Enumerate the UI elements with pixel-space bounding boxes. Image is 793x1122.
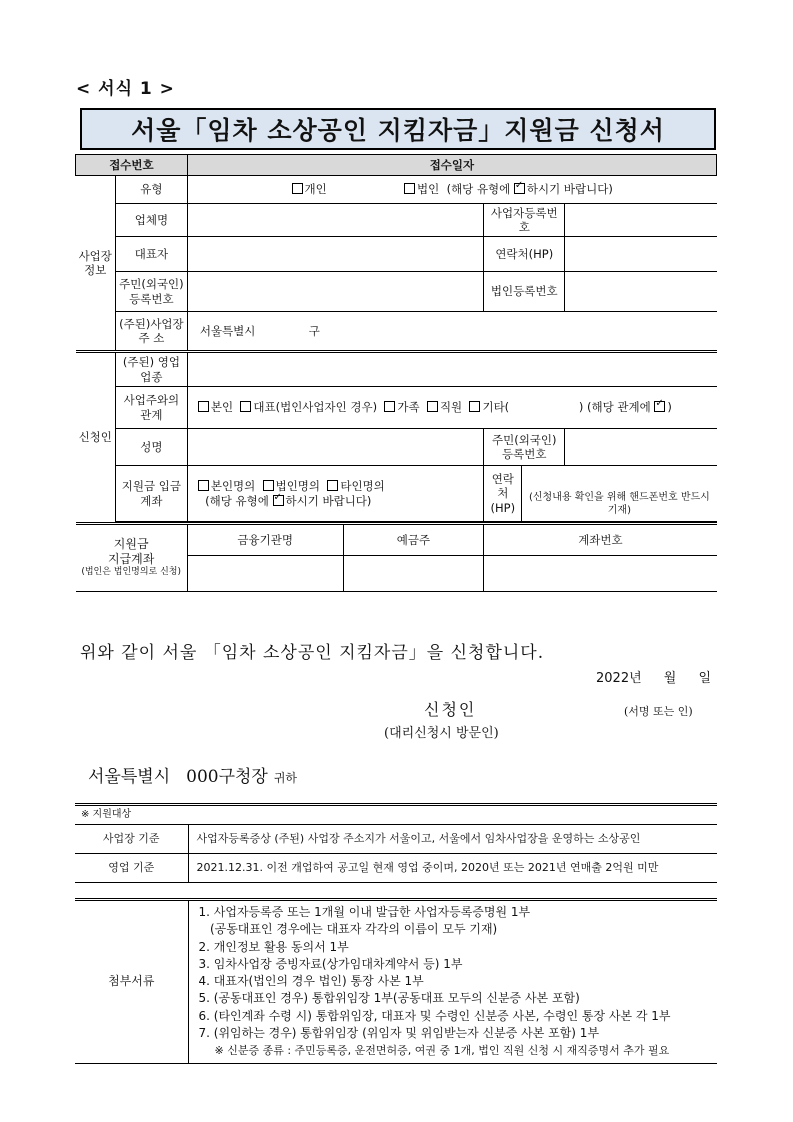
eligibility-label: 사업장 기준 — [75, 825, 188, 854]
receipt-date-label: 접수일자 — [187, 155, 716, 176]
company-name-field[interactable] — [187, 204, 483, 237]
industry-field[interactable] — [187, 352, 716, 387]
checkbox-rel-other[interactable] — [469, 401, 480, 412]
attachment-item: 2. 개인정보 활용 동의서 1부 — [198, 939, 349, 954]
corp-reg-no-field[interactable] — [565, 272, 717, 312]
business-contact-field[interactable] — [565, 237, 717, 272]
checked-box-icon — [514, 183, 525, 194]
business-address-label: (주된)사업장 주 소 — [115, 312, 187, 352]
checked-box-icon — [273, 495, 284, 506]
application-form-table — [75, 154, 717, 592]
applicant-resident-no-field[interactable] — [565, 429, 717, 466]
checkbox-individual[interactable] — [292, 183, 303, 194]
resident-no-field[interactable] — [187, 272, 483, 312]
proxy-note: (대리신청시 방문인) — [384, 726, 499, 741]
account-holder-field[interactable] — [343, 556, 484, 592]
addressee-suffix: 귀하 — [273, 771, 298, 785]
business-address-field[interactable] — [187, 312, 716, 352]
type-hint: (해당 유형에 — [446, 182, 511, 197]
attachments-list — [188, 900, 717, 1064]
checkbox-dep-other[interactable] — [327, 480, 338, 491]
eligibility-table — [75, 803, 717, 883]
checkbox-rel-self[interactable] — [198, 401, 209, 412]
business-type-label: 유형 — [115, 176, 187, 204]
attachments-table — [75, 898, 717, 1064]
address-gu: 구 — [308, 323, 320, 338]
relation-label: 사업주와의 관계 — [115, 387, 187, 429]
attachment-note: ※ 신분증 종류 : 주민등록증, 운전면허증, 여권 중 1개, 법인 직원 신청 시 재직증명서 추가 필요 — [214, 1044, 670, 1058]
checkbox-rel-employee[interactable] — [427, 401, 438, 412]
rel-employee: 직원 — [439, 400, 463, 415]
attachment-item: (공동대표인 경우에는 대표자 각각의 이름이 모두 기재) — [198, 922, 498, 937]
option-corporation: 법인 — [417, 182, 440, 197]
applicant-resident-no-label: 주민(외국인) 등록번호 — [484, 429, 565, 466]
corp-reg-no-label: 법인등록번호 — [484, 272, 565, 312]
representative-field[interactable] — [187, 237, 483, 272]
bank-name-field[interactable] — [187, 556, 343, 592]
attachment-item: 5. (공동대표인 경우) 통합위임장 1부(공동대표 모두의 신분증 사본 포함) — [198, 991, 580, 1006]
business-reg-no-field[interactable] — [565, 204, 717, 237]
address-city: 서울특별시 — [199, 323, 256, 338]
relation-options — [187, 387, 716, 429]
rel-other: 기타( — [482, 400, 510, 415]
account-label-line1: 지원금 — [113, 537, 149, 552]
applicant-section-label: 신청인 — [76, 352, 116, 524]
rel-hint: ) (해당 관계에 — [578, 400, 651, 415]
addressee — [88, 762, 297, 787]
account-number-field[interactable] — [484, 556, 717, 592]
applicant-contact-field[interactable] — [522, 466, 717, 522]
rel-self: 본인 — [210, 400, 234, 415]
business-section-label: 사업장 정보 — [76, 176, 116, 352]
dep-corp: 법인명의 — [275, 479, 321, 494]
eligibility-value: 2021.12.31. 이전 개업하여 공고일 현재 영업 중이며, 2020년 또는 2021년 연매출 2억원 미만 — [188, 854, 717, 883]
industry-label: (주된) 영업업종 — [115, 352, 187, 387]
type-hint-end: 하시기 바랍니다) — [526, 182, 613, 197]
rel-hint-end: ) — [667, 400, 672, 415]
applicant-contact-label: 연락처(HP) — [484, 466, 522, 522]
dep-hint: (해당 유형에 — [205, 493, 269, 508]
form-title: 서울「임차 소상공인 지킴자금」지원금 신청서 — [80, 108, 716, 150]
attachments-label: 첨부서류 — [75, 900, 188, 1064]
checked-box-icon — [654, 401, 665, 412]
bank-name-label: 금융기관명 — [187, 524, 343, 556]
applicant-name-field[interactable] — [187, 429, 483, 466]
attachment-item: 6. (타인계좌 수령 시) 통합위임장, 대표자 및 수령인 신분증 사본, 수령인 통장 사본 각 1부 — [198, 1008, 671, 1023]
deposit-account-label: 지원금 입금계좌 — [115, 466, 187, 522]
payment-account-label — [76, 524, 188, 592]
resident-no-label: 주민(외국인) 등록번호 — [115, 272, 187, 312]
checkbox-corporation[interactable] — [404, 183, 415, 194]
dep-hint-end: 하시기 바랍니다) — [285, 493, 372, 508]
form-number-label: < 서식 1 > — [76, 79, 175, 99]
business-type-options — [187, 176, 716, 204]
dep-self: 본인명의 — [210, 479, 256, 494]
representative-label: 대표자 — [115, 237, 187, 272]
rel-family: 가족 — [397, 400, 420, 415]
rel-rep: 대표(법인사업자인 경우) — [253, 400, 378, 415]
application-date: 2022년 월 일 — [596, 671, 712, 686]
account-label-line2: 지급계좌 — [107, 552, 155, 567]
receipt-number-label: 접수번호 — [76, 155, 188, 176]
checkbox-rel-family[interactable] — [384, 401, 395, 412]
eligibility-label: 영업 기준 — [75, 854, 188, 883]
applicant-name-label: 성명 — [115, 429, 187, 466]
signature-note: (서명 또는 인) — [624, 705, 693, 718]
checkbox-rel-rep[interactable] — [240, 401, 251, 412]
business-contact-label: 연락처(HP) — [484, 237, 565, 272]
account-holder-label: 예금주 — [343, 524, 484, 556]
attachment-item: 4. 대표자(법인의 경우 법인) 통장 사본 1부 — [198, 974, 424, 989]
dep-other: 타인명의 — [340, 479, 385, 494]
checkbox-dep-self[interactable] — [198, 480, 209, 491]
attachment-item: 1. 사업자등록증 또는 1개월 이내 발급한 사업자등록증명원 1부 — [198, 905, 531, 919]
deposit-options — [187, 466, 483, 522]
option-individual: 개인 — [304, 182, 327, 197]
business-reg-no-label: 사업자등록번호 — [484, 204, 565, 237]
eligibility-value: 사업자등록증상 (주된) 사업장 주소지가 서울이고, 서울에서 임차사업장을 운영하는 소상공인 — [188, 825, 717, 854]
company-name-label: 업체명 — [115, 204, 187, 237]
account-number-label: 계좌번호 — [484, 524, 717, 556]
attachment-item: 7. (위임하는 경우) 통합위임장 (위임자 및 위임받는자 신분증 사본 포함) 1부 — [198, 1026, 600, 1041]
attachment-item: 3. 임차사업장 증빙자료(상가임대차계약서 등) 1부 — [198, 956, 463, 971]
addressee-city: 서울특별시 — [88, 767, 171, 787]
account-label-note: (법인은 법인명의로 신청) — [81, 567, 182, 578]
declaration-text: 위와 같이 서울 「임차 소상공인 지킴자금」을 신청합니다. — [80, 643, 545, 663]
contact-note: (신청내용 확인을 위해 핸드폰번호 반드시 기재) — [528, 492, 710, 516]
applicant-signature-label: 신청인 — [424, 700, 477, 719]
checkbox-dep-corp[interactable] — [263, 480, 274, 491]
addressee-mayor: 000구청장 — [186, 767, 268, 787]
eligibility-header: ※ 지원대상 — [75, 805, 717, 825]
